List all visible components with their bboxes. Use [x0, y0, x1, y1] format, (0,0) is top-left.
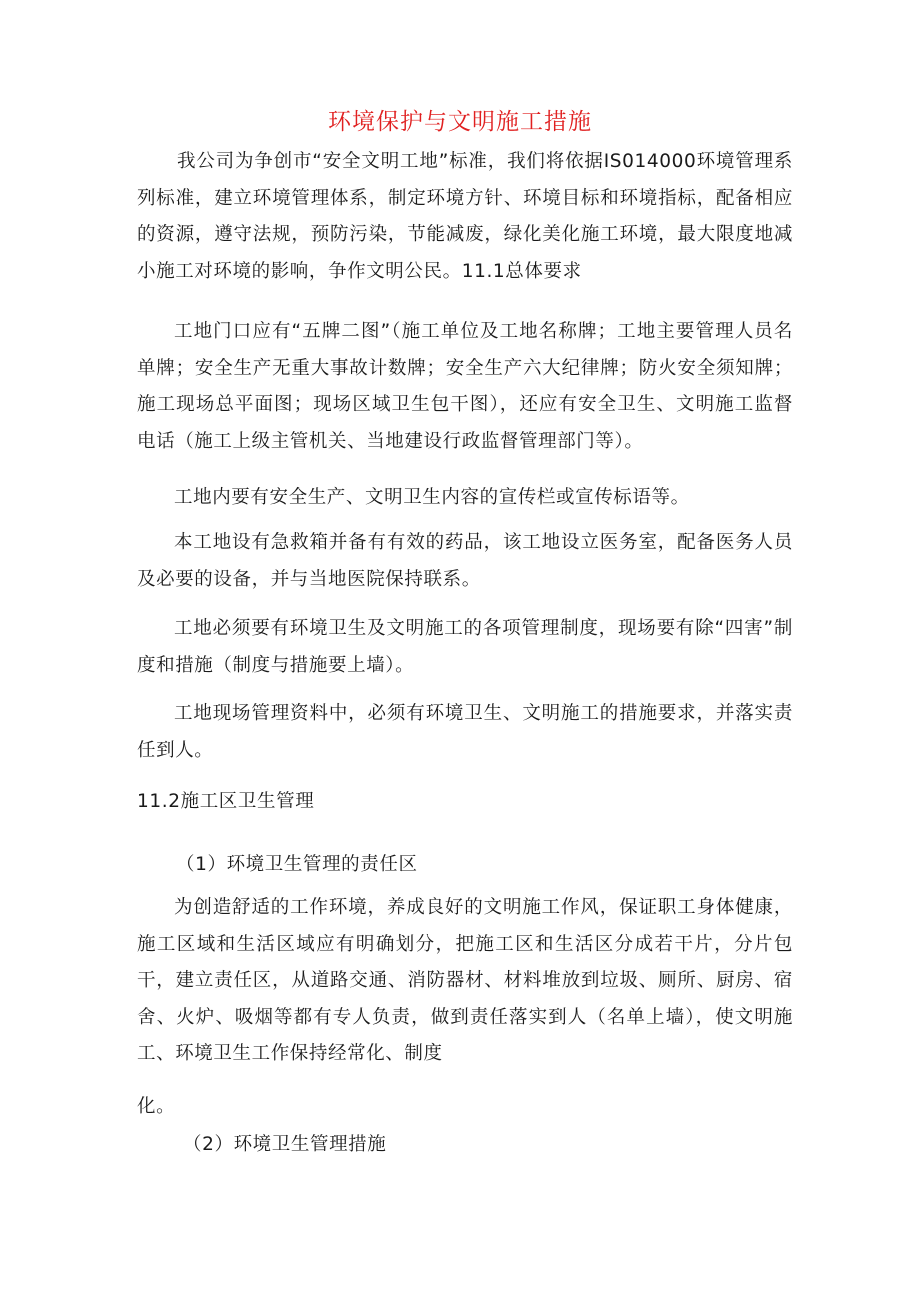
first-aid-paragraph: 本工地设有急救箱并备有有效的药品，该工地设立医务室，配备医务人员及必要的设备，并与当地医院保持联系。	[137, 532, 793, 590]
document-title: 环境保护与文明施工措施	[328, 109, 592, 135]
section-heading-11-2: 11.2施工区卫生管理	[137, 791, 315, 812]
responsibility-zone-tail: 化。	[137, 1096, 176, 1117]
publicity-paragraph: 工地内要有安全生产、文明卫生内容的宣传栏或宣传标语等。	[174, 487, 690, 508]
subsection-heading-2: （2）环境卫生管理措施	[183, 1134, 387, 1155]
rules-paragraph: 工地必须要有环境卫生及文明施工的各项管理制度，现场要有除“四害”制度和措施（制度与措施要上墙）。	[137, 618, 793, 676]
records-paragraph: 工地现场管理资料中，必须有环境卫生、文明施工的措施要求，并落实责任到人。	[137, 703, 793, 761]
gate-signs-paragraph: 工地门口应有“五牌二图”（施工单位及工地名称牌；工地主要管理人员名单牌；安全生产无重大事故计数牌；安全生产六大纪律牌；防火安全须知牌；施工现场总平面图；现场区域卫生包干图），还应有安全卫生、文明施工监督电话（施工上级主管机关、当地建设行政监督管理部门等）。	[137, 321, 793, 452]
subsection-heading-1: （1）环境卫生管理的责任区	[176, 854, 418, 875]
responsibility-zone-paragraph: 为创造舒适的工作环境，养成良好的文明施工作风，保证职工身体健康，施工区域和生活区域应有明确划分，把施工区和生活区分成若干片，分片包干，建立责任区，从道路交通、消防器材、材料堆放到垃圾、厕所、厨房、宿舍、火炉、吸烟等都有专人负责，做到责任落实到人（名单上墙），使文明施工、环境卫生工作保持经常化、制度	[137, 897, 793, 1064]
intro-paragraph: 我公司为争创市“安全文明工地”标准，我们将依据IS014000环境管理系列标准，建立环境管理体系，制定环境方针、环境目标和环境指标，配备相应的资源，遵守法规，预防污染，节能减废，绿化美化施工环境，最大限度地减小施工对环境的影响，争作文明公民。11.1总体要求	[137, 151, 793, 282]
